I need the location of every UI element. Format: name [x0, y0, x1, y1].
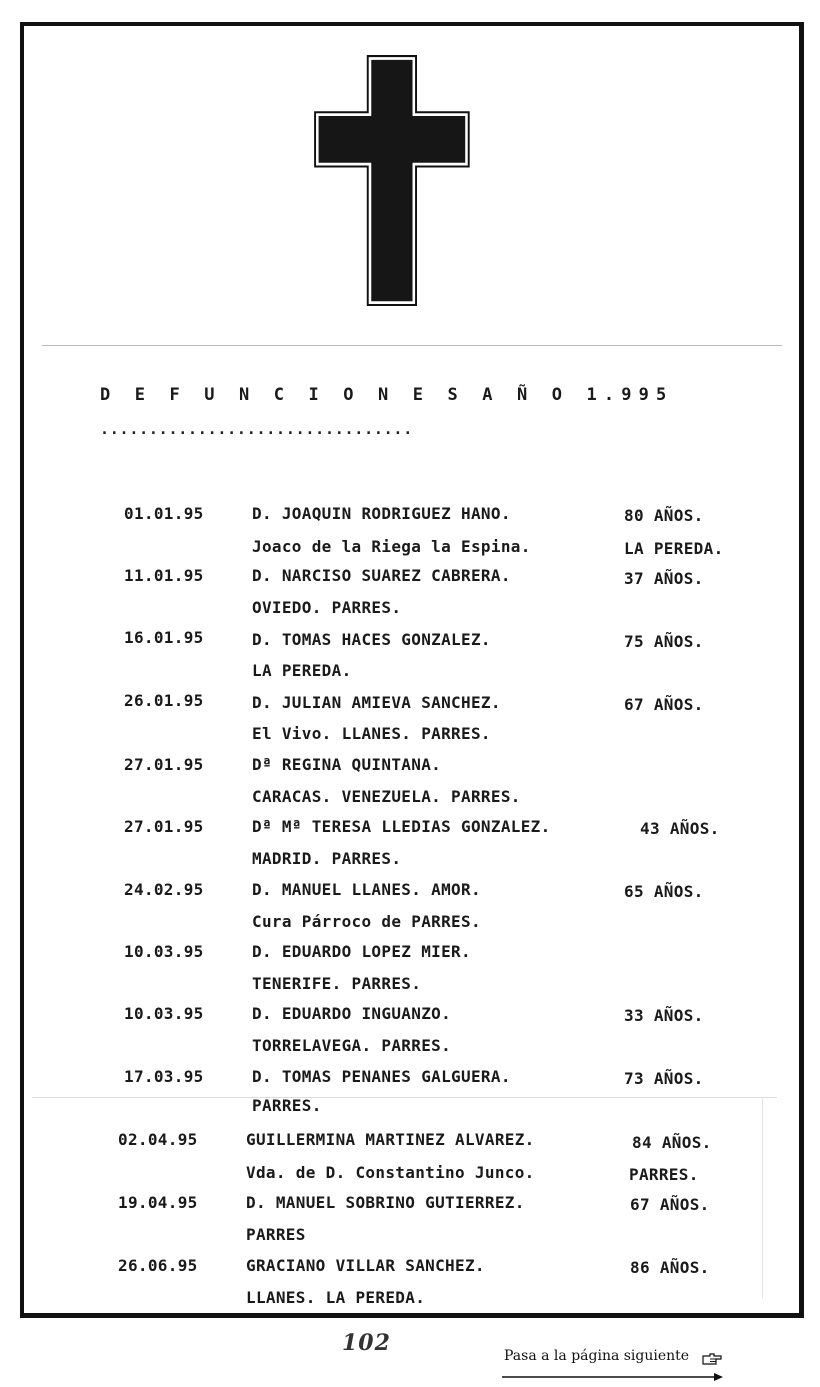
cross-svg: [294, 30, 470, 306]
entry-age: 84 AÑOS.: [632, 1133, 712, 1152]
entry-place: Cura Párroco de PARRES.: [252, 912, 481, 931]
entry-date: 11.01.95: [124, 566, 204, 585]
cross-divider: [42, 345, 782, 346]
entry-place: El Vivo. LLANES. PARRES.: [252, 724, 491, 743]
entry-date: 27.01.95: [124, 755, 204, 774]
entry-place: MADRID. PARRES.: [252, 849, 402, 868]
page-title: D E F U N C I O N E S A Ñ O 1.995: [100, 385, 674, 405]
entry-date: 02.04.95: [118, 1130, 198, 1149]
entry-name: D. EDUARDO LOPEZ MIER.: [252, 942, 471, 961]
entry-place: PARRES: [246, 1225, 306, 1244]
entry-name: D. MANUEL SOBRINO GUTIERREZ.: [246, 1193, 525, 1212]
entry-place: LLANES. LA PEREDA.: [246, 1288, 426, 1307]
pointing-hand-icon: [702, 1350, 722, 1369]
title-underline-dots: ................................: [100, 420, 413, 438]
entry-place: PARRES.: [252, 1096, 322, 1115]
entry-name: Dª Mª TERESA LLEDIAS GONZALEZ.: [252, 817, 551, 836]
entry-date: 10.03.95: [124, 1004, 204, 1023]
entry-place-extra: LA PEREDA.: [624, 539, 724, 558]
entry-date: 26.06.95: [118, 1256, 198, 1275]
entry-age: 67 AÑOS.: [624, 695, 704, 714]
next-page-link[interactable]: [480, 1348, 720, 1382]
entry-name: D. TOMAS PENANES GALGUERA.: [252, 1067, 511, 1086]
entry-name: GUILLERMINA MARTINEZ ALVAREZ.: [246, 1130, 535, 1149]
entry-date: 24.02.95: [124, 880, 204, 899]
entry-name: D. NARCISO SUAREZ CABRERA.: [252, 566, 511, 585]
cross-icon: [294, 30, 470, 306]
page-number: 102: [342, 1330, 391, 1356]
entry-age: 67 AÑOS.: [630, 1195, 710, 1214]
entry-name: D. JULIAN AMIEVA SANCHEZ.: [252, 693, 501, 712]
entry-age: 37 AÑOS.: [624, 569, 704, 588]
entry-place: LA PEREDA.: [252, 661, 352, 680]
entry-name: D. TOMAS HACES GONZALEZ.: [252, 630, 491, 649]
entry-place: OVIEDO. PARRES.: [252, 598, 402, 617]
next-page-label: Pasa a la página siguiente: [504, 1348, 690, 1364]
pasted-strip-edge: [32, 1097, 777, 1098]
entry-name: Dª REGINA QUINTANA.: [252, 755, 442, 774]
pasted-strip-side: [762, 1098, 763, 1298]
entry-date: 19.04.95: [118, 1193, 198, 1212]
entry-name: D. EDUARDO INGUANZO.: [252, 1004, 452, 1023]
entry-date: 10.03.95: [124, 942, 204, 961]
entry-place: Vda. de D. Constantino Junco.: [246, 1163, 535, 1182]
entry-age: 86 AÑOS.: [630, 1258, 710, 1277]
entry-date: 27.01.95: [124, 817, 204, 836]
entry-name: D. MANUEL LLANES. AMOR.: [252, 880, 481, 899]
entry-place: CARACAS. VENEZUELA. PARRES.: [252, 787, 521, 806]
entry-place: Joaco de la Riega la Espina.: [252, 537, 531, 556]
entry-name: D. JOAQUIN RODRIGUEZ HANO.: [252, 504, 511, 523]
entry-name: GRACIANO VILLAR SANCHEZ.: [246, 1256, 485, 1275]
entry-place: TENERIFE. PARRES.: [252, 974, 422, 993]
entry-date: 01.01.95: [124, 504, 204, 523]
entry-age: 33 AÑOS.: [624, 1006, 704, 1025]
entry-date: 26.01.95: [124, 691, 204, 710]
entry-place-extra: PARRES.: [629, 1165, 699, 1184]
entry-age: 73 AÑOS.: [624, 1069, 704, 1088]
entry-age: 43 AÑOS.: [640, 819, 720, 838]
entry-age: 75 AÑOS.: [624, 632, 704, 651]
entry-date: 16.01.95: [124, 628, 204, 647]
entry-age: 65 AÑOS.: [624, 882, 704, 901]
entry-age: 80 AÑOS.: [624, 506, 704, 525]
arrow-right-icon: [502, 1368, 724, 1387]
entry-place: TORRELAVEGA. PARRES.: [252, 1036, 452, 1055]
entry-date: 17.03.95: [124, 1067, 204, 1086]
